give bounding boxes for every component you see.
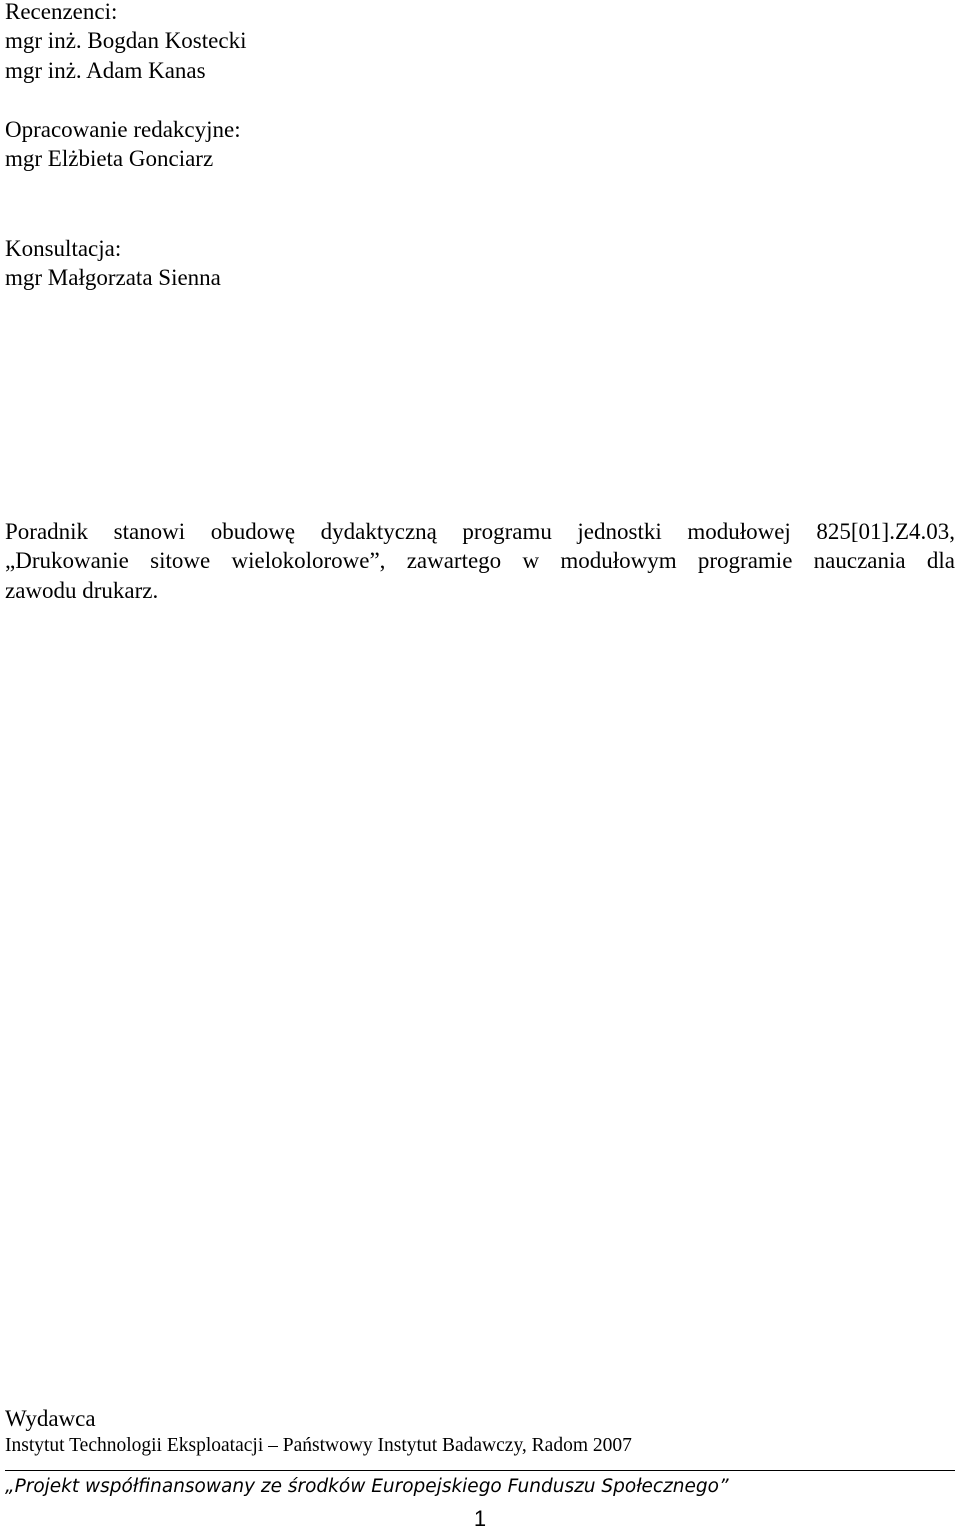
description-line: Poradnik stanowi obudowę dydaktyczną programu jednostki modułowej 825[01].Z4.03, xyxy=(5,519,955,544)
editing-heading: Opracowanie redakcyjne: xyxy=(5,117,241,142)
reviewer-name: mgr inż. Bogdan Kostecki xyxy=(5,28,247,53)
consultant-name: mgr Małgorzata Sienna xyxy=(5,265,221,290)
publisher-institute: Instytut Technologii Eksploatacji – Państwowy Instytut Badawczy, Radom 2007 xyxy=(5,1435,632,1456)
description-line: „Drukowanie sitowe wielokolorowe”, zawartego w modułowym programie nauczania dla xyxy=(5,548,955,573)
footer-divider xyxy=(5,1470,955,1471)
description-line: zawodu drukarz. xyxy=(5,578,159,603)
editor-name: mgr Elżbieta Gonciarz xyxy=(5,146,214,171)
page-number: 1 xyxy=(473,1506,487,1531)
publisher-heading: Wydawca xyxy=(5,1406,96,1431)
reviewer-name: mgr inż. Adam Kanas xyxy=(5,58,206,83)
project-funding-note: „Projekt współfinansowany ze środków Europejskiego Funduszu Społecznego” xyxy=(5,1476,729,1497)
consultation-heading: Konsultacja: xyxy=(5,236,122,261)
reviewers-heading: Recenzenci: xyxy=(5,0,118,24)
